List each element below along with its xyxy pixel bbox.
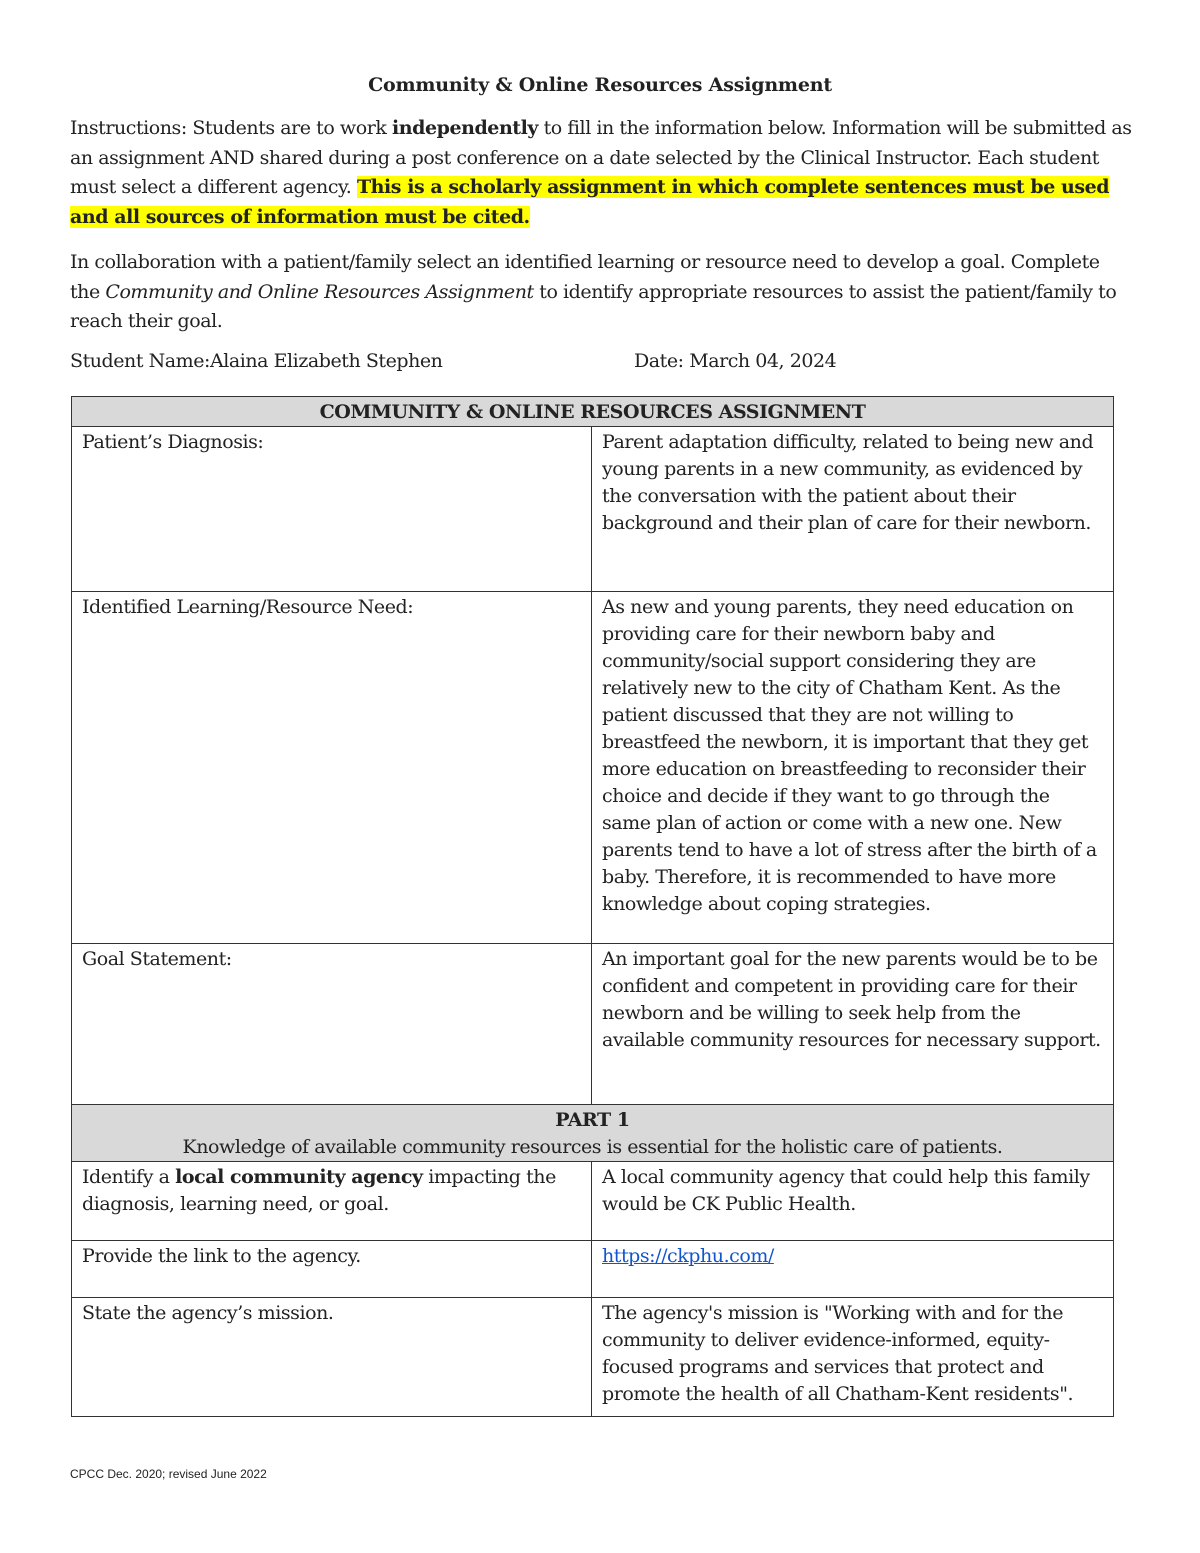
table-row bbox=[72, 944, 1114, 1105]
date-value: March 04, 2024 bbox=[689, 350, 837, 372]
table-row bbox=[72, 592, 1114, 944]
mission-label: State the agency’s mission. bbox=[72, 1298, 592, 1417]
table-row bbox=[72, 427, 1114, 592]
agency-label-bold: local community agency bbox=[175, 1166, 423, 1188]
table-row bbox=[72, 1162, 1114, 1241]
mission-value: The agency's mission is "Working with and for the community to deliver evidence-informed, equity-focused programs and services that protect and promote the health of all Chatham-Kent residents". bbox=[592, 1298, 1114, 1417]
table-header: COMMUNITY & ONLINE RESOURCES ASSIGNMENT bbox=[72, 397, 1114, 427]
student-name-label: Student Name: bbox=[70, 350, 210, 372]
part1-title: PART 1 bbox=[555, 1109, 630, 1131]
collaboration-italic: Community and Online Resources Assignment bbox=[105, 280, 534, 303]
table-row bbox=[72, 1241, 1114, 1298]
diagnosis-value: Parent adaptation difficulty, related to being new and young parents in a new community, as evidenced by the conversation with the patient about their background and their plan of care for their newborn. bbox=[592, 427, 1114, 592]
collaboration-paragraph bbox=[70, 248, 1132, 337]
agency-value: A local community agency that could help this family would be CK Public Health. bbox=[592, 1162, 1114, 1241]
learning-need-label: Identified Learning/Resource Need: bbox=[72, 592, 592, 944]
assignment-table bbox=[71, 396, 1114, 1417]
agency-label-suffix: impacting the diagnosis, learning need, or goal. bbox=[82, 1166, 556, 1215]
collaboration-prefix: In collaboration with a patient/family select an identified learning or resource need to develop a goal. Complete the bbox=[70, 251, 1100, 303]
student-name-line bbox=[70, 350, 442, 372]
part1-header-row bbox=[72, 1105, 1114, 1162]
agency-link[interactable]: https://ckphu.com/ bbox=[602, 1245, 774, 1267]
agency-link-cell bbox=[592, 1241, 1114, 1298]
page-title: Community & Online Resources Assignment bbox=[368, 74, 832, 96]
instructions-prefix: Instructions: Students are to work bbox=[70, 117, 393, 139]
instructions-bold-word: independently bbox=[392, 117, 538, 139]
instructions-highlight: This is a scholarly assignment in which complete sentences must be used and all sources of information must be cited. bbox=[70, 176, 1110, 228]
date-label: Date: bbox=[634, 350, 690, 372]
student-name-value: Alaina Elizabeth Stephen bbox=[209, 350, 443, 372]
table-header-row bbox=[72, 397, 1114, 427]
part1-subtitle: Knowledge of available community resources is essential for the holistic care of patients. bbox=[182, 1136, 1003, 1158]
agency-label-prefix: Identify a bbox=[82, 1166, 176, 1188]
table-row bbox=[72, 1298, 1114, 1417]
goal-statement-value: An important goal for the new parents would be to be confident and competent in providing care for their newborn and be willing to seek help from the available community resources for necessary support. bbox=[592, 944, 1114, 1105]
collaboration-suffix: to identify appropriate resources to assist the patient/family to reach their goal. bbox=[70, 280, 1117, 332]
agency-link-label: Provide the link to the agency. bbox=[72, 1241, 592, 1298]
date-line bbox=[634, 350, 836, 372]
page-footer: CPCC Dec. 2020; revised June 2022 bbox=[70, 1467, 267, 1481]
part1-header bbox=[72, 1105, 1114, 1162]
learning-need-value: As new and young parents, they need education on providing care for their newborn baby and community/social support considering they are relatively new to the city of Chatham Kent. As the patient discussed that they are not willing to breastfeed the newborn, it is important that they get more education on breastfeeding to reconsider their choice and decide if they want to go through the same plan of action or come with a new one. New parents tend to have a lot of stress after the birth of a baby. Therefore, it is recommended to have more knowledge about coping strategies. bbox=[592, 592, 1114, 944]
diagnosis-label: Patient’s Diagnosis: bbox=[72, 427, 592, 592]
goal-statement-label: Goal Statement: bbox=[72, 944, 592, 1105]
instructions-middle: to fill in the information below. Information will be submitted as an assignment AND shared during a post conference on a date selected by the Clinical Instructor. Each student must select a different agency. bbox=[70, 117, 1132, 198]
instructions-paragraph bbox=[70, 114, 1132, 232]
agency-label bbox=[72, 1162, 592, 1241]
